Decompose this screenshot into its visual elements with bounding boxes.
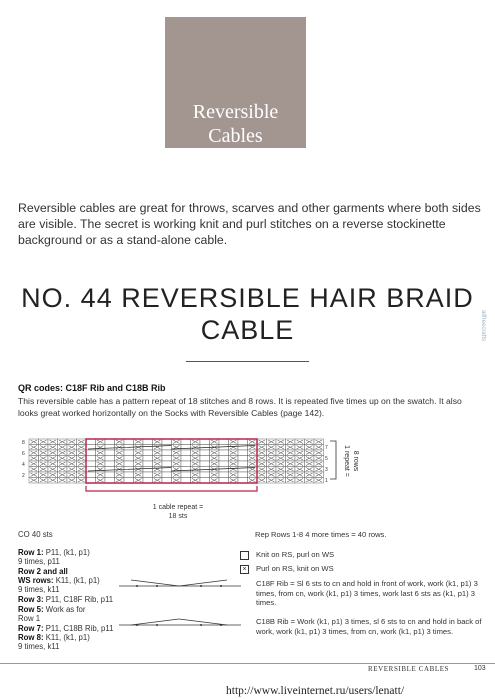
row-text: K11, (k1, p1) bbox=[45, 633, 90, 642]
chart-cell bbox=[162, 472, 172, 478]
chart-cell bbox=[162, 478, 172, 484]
chart-cell bbox=[238, 456, 248, 462]
chart-cell bbox=[86, 478, 96, 484]
chart-cell bbox=[181, 478, 191, 484]
chart-cell bbox=[105, 439, 115, 445]
side-watermark: allfreecrafts bbox=[480, 310, 486, 342]
chart-cell bbox=[86, 450, 96, 456]
chart-cell bbox=[219, 478, 229, 484]
row-text: K11, (k1, p1) bbox=[55, 576, 100, 585]
row-label: WS rows: bbox=[18, 576, 54, 585]
chart-cell bbox=[238, 472, 248, 478]
chart-cell bbox=[181, 467, 191, 473]
title-line-1: Reversible bbox=[192, 101, 279, 123]
heading-line-1: NO. 44 REVERSIBLE HAIR BRAID bbox=[21, 283, 474, 313]
chart-cell bbox=[219, 456, 229, 462]
cast-on: CO 40 sts bbox=[18, 530, 53, 539]
chart-cell bbox=[124, 472, 134, 478]
row-number: 8 bbox=[22, 440, 25, 446]
chart-cell bbox=[219, 439, 229, 445]
row-text: P11, C18B Rib, p11 bbox=[45, 624, 114, 633]
c18b-key-icon bbox=[117, 617, 243, 629]
cable-repeat-label-1: 1 cable repeat = bbox=[152, 504, 204, 511]
chart-cell bbox=[200, 461, 210, 467]
chart-cell bbox=[238, 478, 248, 484]
row-number: 4 bbox=[22, 462, 25, 468]
row-number: 7 bbox=[325, 445, 328, 451]
chart-grid bbox=[29, 439, 324, 483]
row-number: 3 bbox=[325, 467, 328, 473]
cable-repeat-label-2: 18 sts bbox=[168, 513, 188, 520]
chart-cell bbox=[181, 456, 191, 462]
row-text: P11, C18F Rib, p11 bbox=[45, 595, 114, 604]
chart-cell bbox=[143, 467, 153, 473]
chart-cell bbox=[238, 439, 248, 445]
chart-cell bbox=[238, 450, 248, 456]
chart-cell bbox=[162, 461, 172, 467]
chart-cell bbox=[219, 461, 229, 467]
qr-codes-label: QR codes: C18F Rib and C18B Rib bbox=[18, 383, 166, 393]
chart-cell bbox=[181, 450, 191, 456]
chart-cell bbox=[219, 472, 229, 478]
chart-cell bbox=[200, 439, 210, 445]
chart-cell bbox=[86, 439, 96, 445]
stitch-chart bbox=[18, 437, 363, 523]
chart-cell bbox=[105, 478, 115, 484]
chart-cell bbox=[124, 439, 134, 445]
chart-cell bbox=[143, 439, 153, 445]
chart-cell bbox=[162, 450, 172, 456]
row-label: Row 1: bbox=[18, 548, 44, 557]
row-label: Row 7: bbox=[18, 624, 44, 633]
chart-cell bbox=[219, 450, 229, 456]
row-text-cont: Row 1 bbox=[18, 614, 41, 623]
row-label: Row 3: bbox=[18, 595, 44, 604]
chart-cell bbox=[105, 467, 115, 473]
row-number: 2 bbox=[22, 473, 25, 479]
chart-cell bbox=[200, 472, 210, 478]
chart-cell bbox=[238, 467, 248, 473]
heading-rule bbox=[186, 361, 309, 362]
chart-cell bbox=[124, 461, 134, 467]
chart-cell bbox=[143, 478, 153, 484]
footer-rule bbox=[0, 663, 495, 664]
row-number: 1 bbox=[325, 478, 328, 484]
row-text-cont: 9 times, p11 bbox=[18, 557, 60, 566]
chart-cell bbox=[124, 478, 134, 484]
heading-line-2: CABLE bbox=[200, 315, 295, 345]
chart-cell bbox=[200, 456, 210, 462]
repeat-note: Rep Rows 1-8 4 more times = 40 rows. bbox=[255, 530, 387, 539]
title-box bbox=[165, 17, 306, 148]
cable-repeat-bracket bbox=[86, 486, 257, 491]
page-number: 103 bbox=[474, 665, 486, 672]
row-number: 5 bbox=[325, 456, 328, 462]
title-line-2: Cables bbox=[208, 125, 263, 147]
chart-cell bbox=[181, 439, 191, 445]
chart-cell bbox=[200, 478, 210, 484]
chart-cell bbox=[181, 461, 191, 467]
chart-cell bbox=[181, 445, 191, 451]
chart-cell bbox=[124, 456, 134, 462]
row-label: Row 2 and all bbox=[18, 567, 68, 576]
row-repeat-bracket bbox=[330, 441, 336, 479]
chart-cell bbox=[143, 472, 153, 478]
row-3-instruction bbox=[18, 595, 113, 605]
chart-cell bbox=[105, 461, 115, 467]
c18b-key-text: C18B Rib = Work (k1, p1) 3 times, sl 6 sts to cn and hold in back of work, work (k1, p1) 3 times, from cn, work (k1, p1) 3 times. bbox=[256, 617, 482, 636]
row-label: Row 5: bbox=[18, 605, 44, 614]
c18f-key-text: C18F Rib = Sl 6 sts to cn and hold in front of work, work (k1, p1) 3 times, from cn, work (k1, p1) 3 times, work last 6 sts as (k1, p1) 3 times. bbox=[256, 579, 478, 607]
row-text: P11, (k1, p1) bbox=[45, 548, 90, 557]
chart-cell bbox=[200, 450, 210, 456]
row-text-cont: 9 times, k11 bbox=[18, 642, 60, 651]
row-repeat-label-1: 1 repeat = bbox=[343, 445, 350, 477]
c18f-key-icon bbox=[117, 578, 243, 590]
chart-cell bbox=[181, 472, 191, 478]
chart-cell bbox=[86, 461, 96, 467]
chart-cell bbox=[105, 445, 115, 451]
row-label: Row 8: bbox=[18, 633, 44, 642]
knit-key-text: Knit on RS, purl on WS bbox=[256, 550, 335, 559]
chart-cell bbox=[124, 450, 134, 456]
chart-cell bbox=[143, 450, 153, 456]
chart-cell bbox=[143, 461, 153, 467]
chart-cell bbox=[105, 450, 115, 456]
chart-cell bbox=[162, 456, 172, 462]
chart-cell bbox=[143, 456, 153, 462]
chart-cell bbox=[86, 472, 96, 478]
row-text: Work as for bbox=[45, 605, 86, 614]
knit-key-icon bbox=[240, 551, 249, 560]
purl-key-icon: × bbox=[240, 565, 249, 574]
row-repeat-label-2: 8 rows bbox=[352, 450, 359, 472]
pattern-heading bbox=[0, 282, 495, 346]
row-text-cont: 9 times, k11 bbox=[18, 585, 60, 594]
pattern-description: This reversible cable has a pattern repeat of 18 stitches and 8 rows. It is repeated five times up on the swatch. It also looks great worked horizontally on the Socks with Reversible Cables (page 142). bbox=[18, 396, 462, 418]
purl-key-text: Purl on RS, knit on WS bbox=[256, 564, 334, 573]
chart-cell bbox=[162, 439, 172, 445]
intro-paragraph: Reversible cables are great for throws, scarves and other garments where both sides are visible. The secret is working knit and purl stitches on a reverse stockinette background or as a stand-alone cable. bbox=[18, 201, 481, 247]
chart-cell bbox=[86, 456, 96, 462]
chart-cell bbox=[105, 472, 115, 478]
chart-cell bbox=[238, 461, 248, 467]
footer-section-title: REVERSIBLE CABLES bbox=[368, 665, 450, 673]
row-number: 6 bbox=[22, 451, 25, 457]
chart-cell bbox=[238, 445, 248, 451]
chart-cell bbox=[143, 445, 153, 451]
url-watermark: http://www.liveinternet.ru/users/lenatt/ bbox=[226, 685, 405, 697]
chart-cell bbox=[105, 456, 115, 462]
